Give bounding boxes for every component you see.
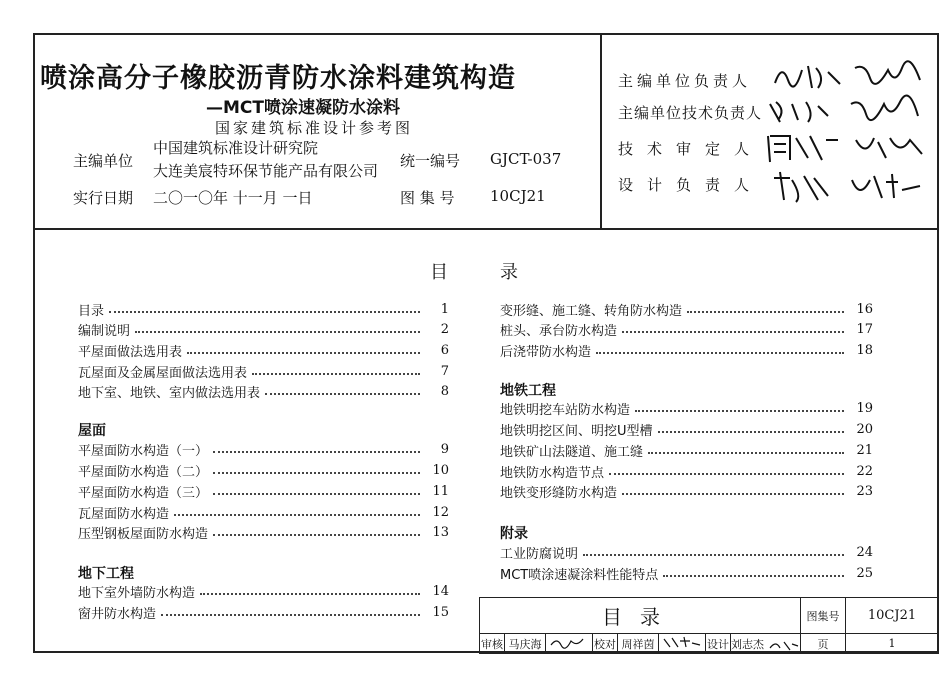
review-signature [546,634,593,654]
review-name: 马庆海 [505,634,546,654]
toc-section-appendix: 附录 [500,526,528,542]
toc-entry[interactable]: 地铁明挖区间、明挖U型槽 20 [500,421,873,439]
toc-section-metro: 地铁工程 [500,383,556,399]
atlas-label: 图 集 号 [400,189,455,207]
toc-entry[interactable]: 变形缝、施工缝、转角防水构造 16 [500,301,873,319]
toc-entry[interactable]: 目录 1 [78,301,449,319]
editor-org-2: 大连美宸特环保节能产品有限公司 [153,162,379,180]
date-label: 实行日期 [73,189,134,207]
title-block-atlas-value: 10CJ21 [846,598,939,634]
toc-entry[interactable]: 地下室、地铁、室内做法选用表 8 [78,383,449,401]
signature-chief-unit [770,58,930,94]
document-title: 喷涂高分子橡胶沥青防水涂料建筑构造 [40,63,516,94]
approval-role-tech-review: 技术审定人 [618,140,764,158]
design-name-cell [731,634,801,654]
toc-entry[interactable]: 地铁明挖车站防水构造 19 [500,400,873,418]
title-block [479,597,939,653]
toc-entry[interactable]: 平屋面做法选用表 6 [78,342,449,360]
date-value: 二〇一〇年 十一月 一日 [153,189,313,207]
toc-section-underground: 地下工程 [78,566,134,582]
toc-entry[interactable]: 地铁变形缝防水构造 23 [500,483,873,501]
atlas-value: 10CJ21 [490,187,546,205]
review-label: 审核 [480,634,505,654]
signature-design-lead [770,166,930,206]
check-name: 周祥茵 [618,634,659,654]
toc-entry[interactable]: 工业防腐说明 24 [500,544,873,562]
check-signature [659,634,706,654]
toc-entry[interactable]: 窗井防水构造 15 [78,604,449,622]
toc-entry[interactable]: 后浇带防水构造 18 [500,342,873,360]
document-category: 国家建筑标准设计参考图 [215,119,414,137]
toc-section-roof: 屋面 [78,423,106,439]
title-block-atlas-label: 图集号 [801,598,846,634]
toc-entry[interactable]: 平屋面防水构造（二） 10 [78,462,449,480]
design-label: 设计 [706,634,731,654]
design-name: 刘志杰 [731,637,764,651]
toc-title-char-1: 目 [430,262,448,283]
toc-entry[interactable]: 地铁矿山法隧道、施工缝 21 [500,442,873,460]
title-block-name: 目录 [480,598,801,634]
page-value: 1 [846,634,939,654]
toc-entry[interactable]: 编制说明 2 [78,321,449,339]
signature-tech-review [766,128,930,166]
toc-entry[interactable]: 瓦屋面及金属屋面做法选用表 7 [78,363,449,381]
check-label: 校对 [593,634,618,654]
toc-entry[interactable]: 压型钢板屋面防水构造 13 [78,524,449,542]
toc-entry[interactable]: 地铁防水构造节点 22 [500,463,873,481]
header-vertical-divider [600,33,602,228]
editor-org-1: 中国建筑标准设计研究院 [153,139,319,157]
approval-role-design-lead: 设计负责人 [618,176,764,194]
toc-entry[interactable]: 平屋面防水构造（一） 9 [78,441,449,459]
serial-value: GJCT-037 [490,150,562,168]
toc-entry[interactable]: 平屋面防水构造（三） 11 [78,483,449,501]
toc-entry[interactable]: 瓦屋面防水构造 12 [78,504,449,522]
serial-label: 统一编号 [400,152,461,170]
approval-role-chief-unit: 主编单位负责人 [618,72,752,90]
toc-title-char-2: 录 [500,262,518,283]
page-label: 页 [801,634,846,654]
approval-role-chief-tech: 主编单位技术负责人 [618,104,763,122]
toc-entry[interactable]: 桩头、承台防水构造 17 [500,321,873,339]
signature-chief-tech [766,92,930,128]
toc-entry[interactable]: 地下室外墙防水构造 14 [78,583,449,601]
editor-label: 主编单位 [73,152,134,170]
header-divider [33,228,939,230]
document-subtitle: —MCT喷涂速凝防水涂料 [206,98,400,118]
toc-entry[interactable]: MCT喷涂速凝涂料性能特点 25 [500,565,873,583]
